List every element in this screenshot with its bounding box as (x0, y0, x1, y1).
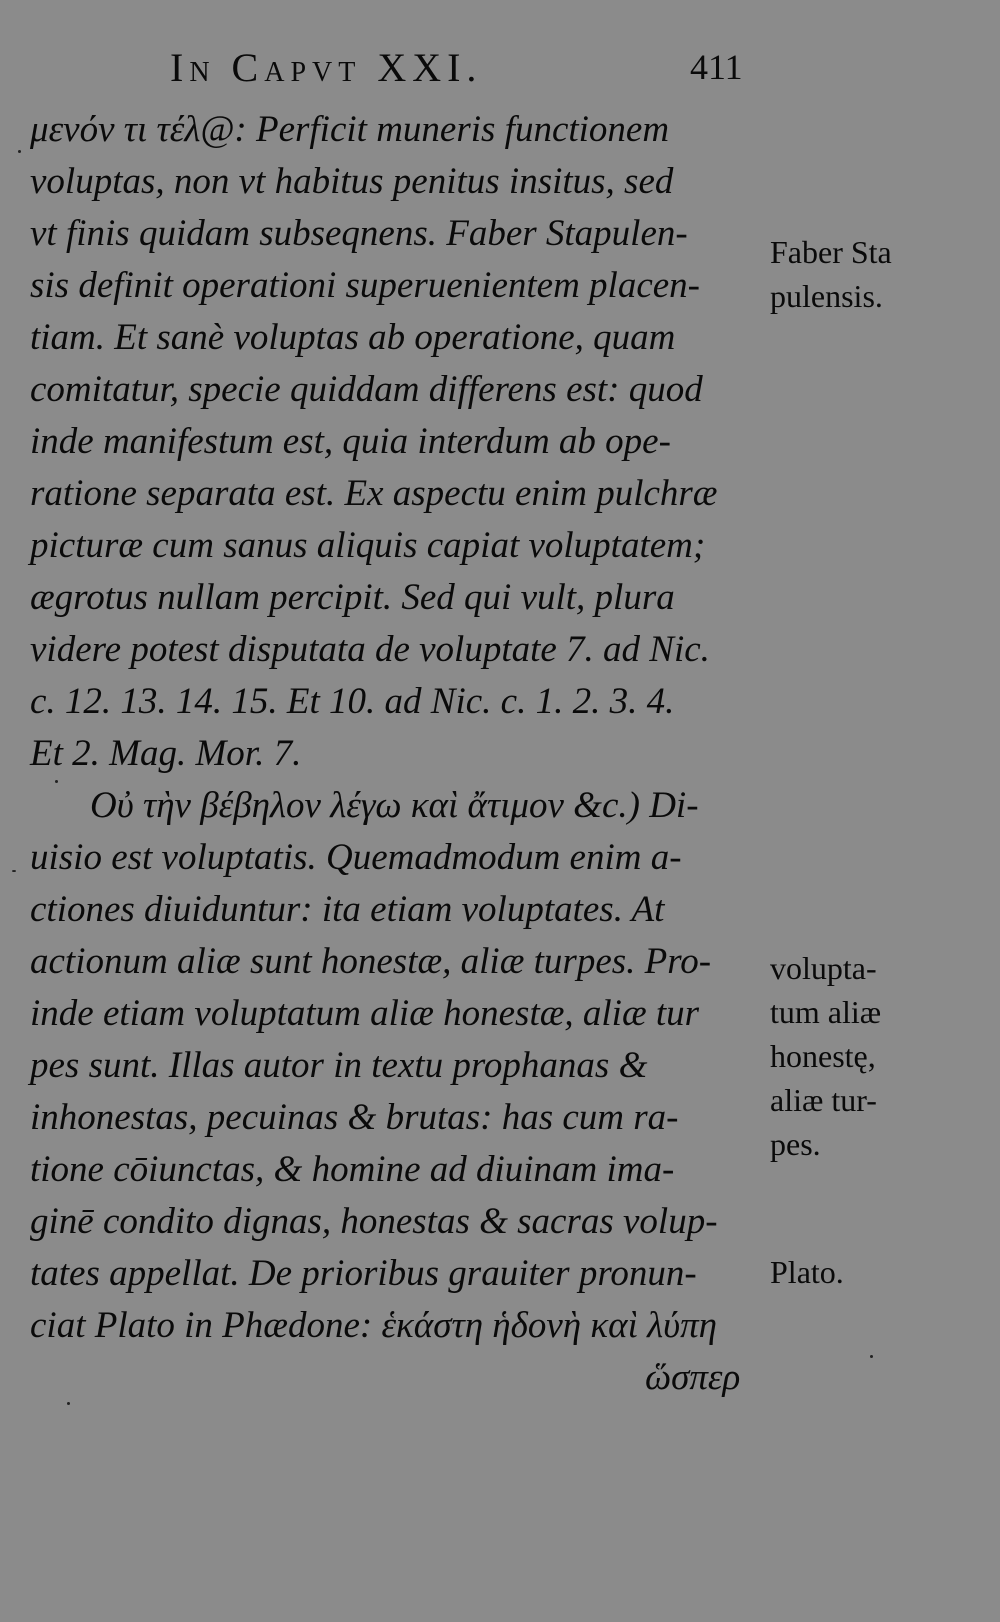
text-line: inde etiam voluptatum aliæ honestæ, aliæ tur (30, 993, 700, 1034)
text-line: comitatur, specie quiddam differens est: quod (30, 369, 703, 410)
page-number: 411 (690, 47, 743, 87)
scan-speck (870, 1355, 873, 1358)
text-line: pes sunt. Illas autor in textu prophanas & (30, 1045, 648, 1086)
margin-note: pulensis. (770, 278, 883, 314)
text-line: tates appellat. De prioribus grauiter pronun- (30, 1253, 697, 1294)
text-line: ratione separata est. Ex aspectu enim pulchræ (30, 473, 718, 514)
text-line: Οὐ τὴν βέβηλον λέγω καὶ ἄτιμον &c.) Di- (90, 785, 699, 826)
scan-speck (18, 150, 21, 153)
margin-note: honestę, (770, 1038, 876, 1074)
text-line: voluptas, non vt habitus penitus insitus, sed (30, 161, 674, 202)
text-line: picturæ cum sanus aliquis capiat voluptatem; (30, 525, 706, 566)
text-line: μενόν τι τέλ@: Perficit muneris functionem (30, 109, 670, 150)
text-line: vt finis quidam subseqnens. Faber Stapulen- (30, 213, 688, 254)
scan-speck (55, 780, 58, 783)
text-line: ctiones diuiduntur: ita etiam voluptates. At (30, 889, 665, 930)
text-line: inhonestas, pecuinas & brutas: has cum ra- (30, 1097, 679, 1138)
text-line: tione cōiunctas, & homine ad diuinam ima- (30, 1149, 675, 1190)
page-header (0, 44, 1000, 94)
margin-note: aliæ tur- (770, 1082, 877, 1118)
scan-speck (12, 870, 16, 872)
margin-note: Faber Sta (770, 234, 892, 270)
running-head: In Capvt XXI. (170, 45, 483, 90)
text-line: Et 2. Mag. Mor. 7. (30, 733, 302, 774)
text-line: ginē condito dignas, honestas & sacras volup- (30, 1201, 718, 1242)
margin-note: volupta- (770, 950, 877, 986)
text-line: tiam. Et sanè voluptas ab operatione, quam (30, 317, 676, 358)
text-line: c. 12. 13. 14. 15. Et 10. ad Nic. c. 1. 2. 3. 4. (30, 681, 675, 722)
text-line: ciat Plato in Phædone: ἑκάστη ἡδονὴ καὶ λύπη (30, 1305, 717, 1346)
text-line: ægrotus nullam percipit. Sed qui vult, plura (30, 577, 675, 618)
text-line: videre potest disputata de voluptate 7. ad Nic. (30, 629, 710, 670)
text-line: actionum aliæ sunt honestæ, aliæ turpes. Pro- (30, 941, 712, 982)
text-line: ὥσπερ (645, 1357, 741, 1398)
text-line: sis definit operationi superuenientem placen- (30, 265, 700, 306)
text-line: uisio est voluptatis. Quemadmodum enim a- (30, 837, 682, 878)
text-line: inde manifestum est, quia interdum ab ope- (30, 421, 671, 462)
margin-note: tum aliæ (770, 994, 882, 1030)
margin-note: Plato. (770, 1254, 844, 1290)
margin-note: pes. (770, 1126, 821, 1162)
scan-speck (67, 1402, 70, 1405)
